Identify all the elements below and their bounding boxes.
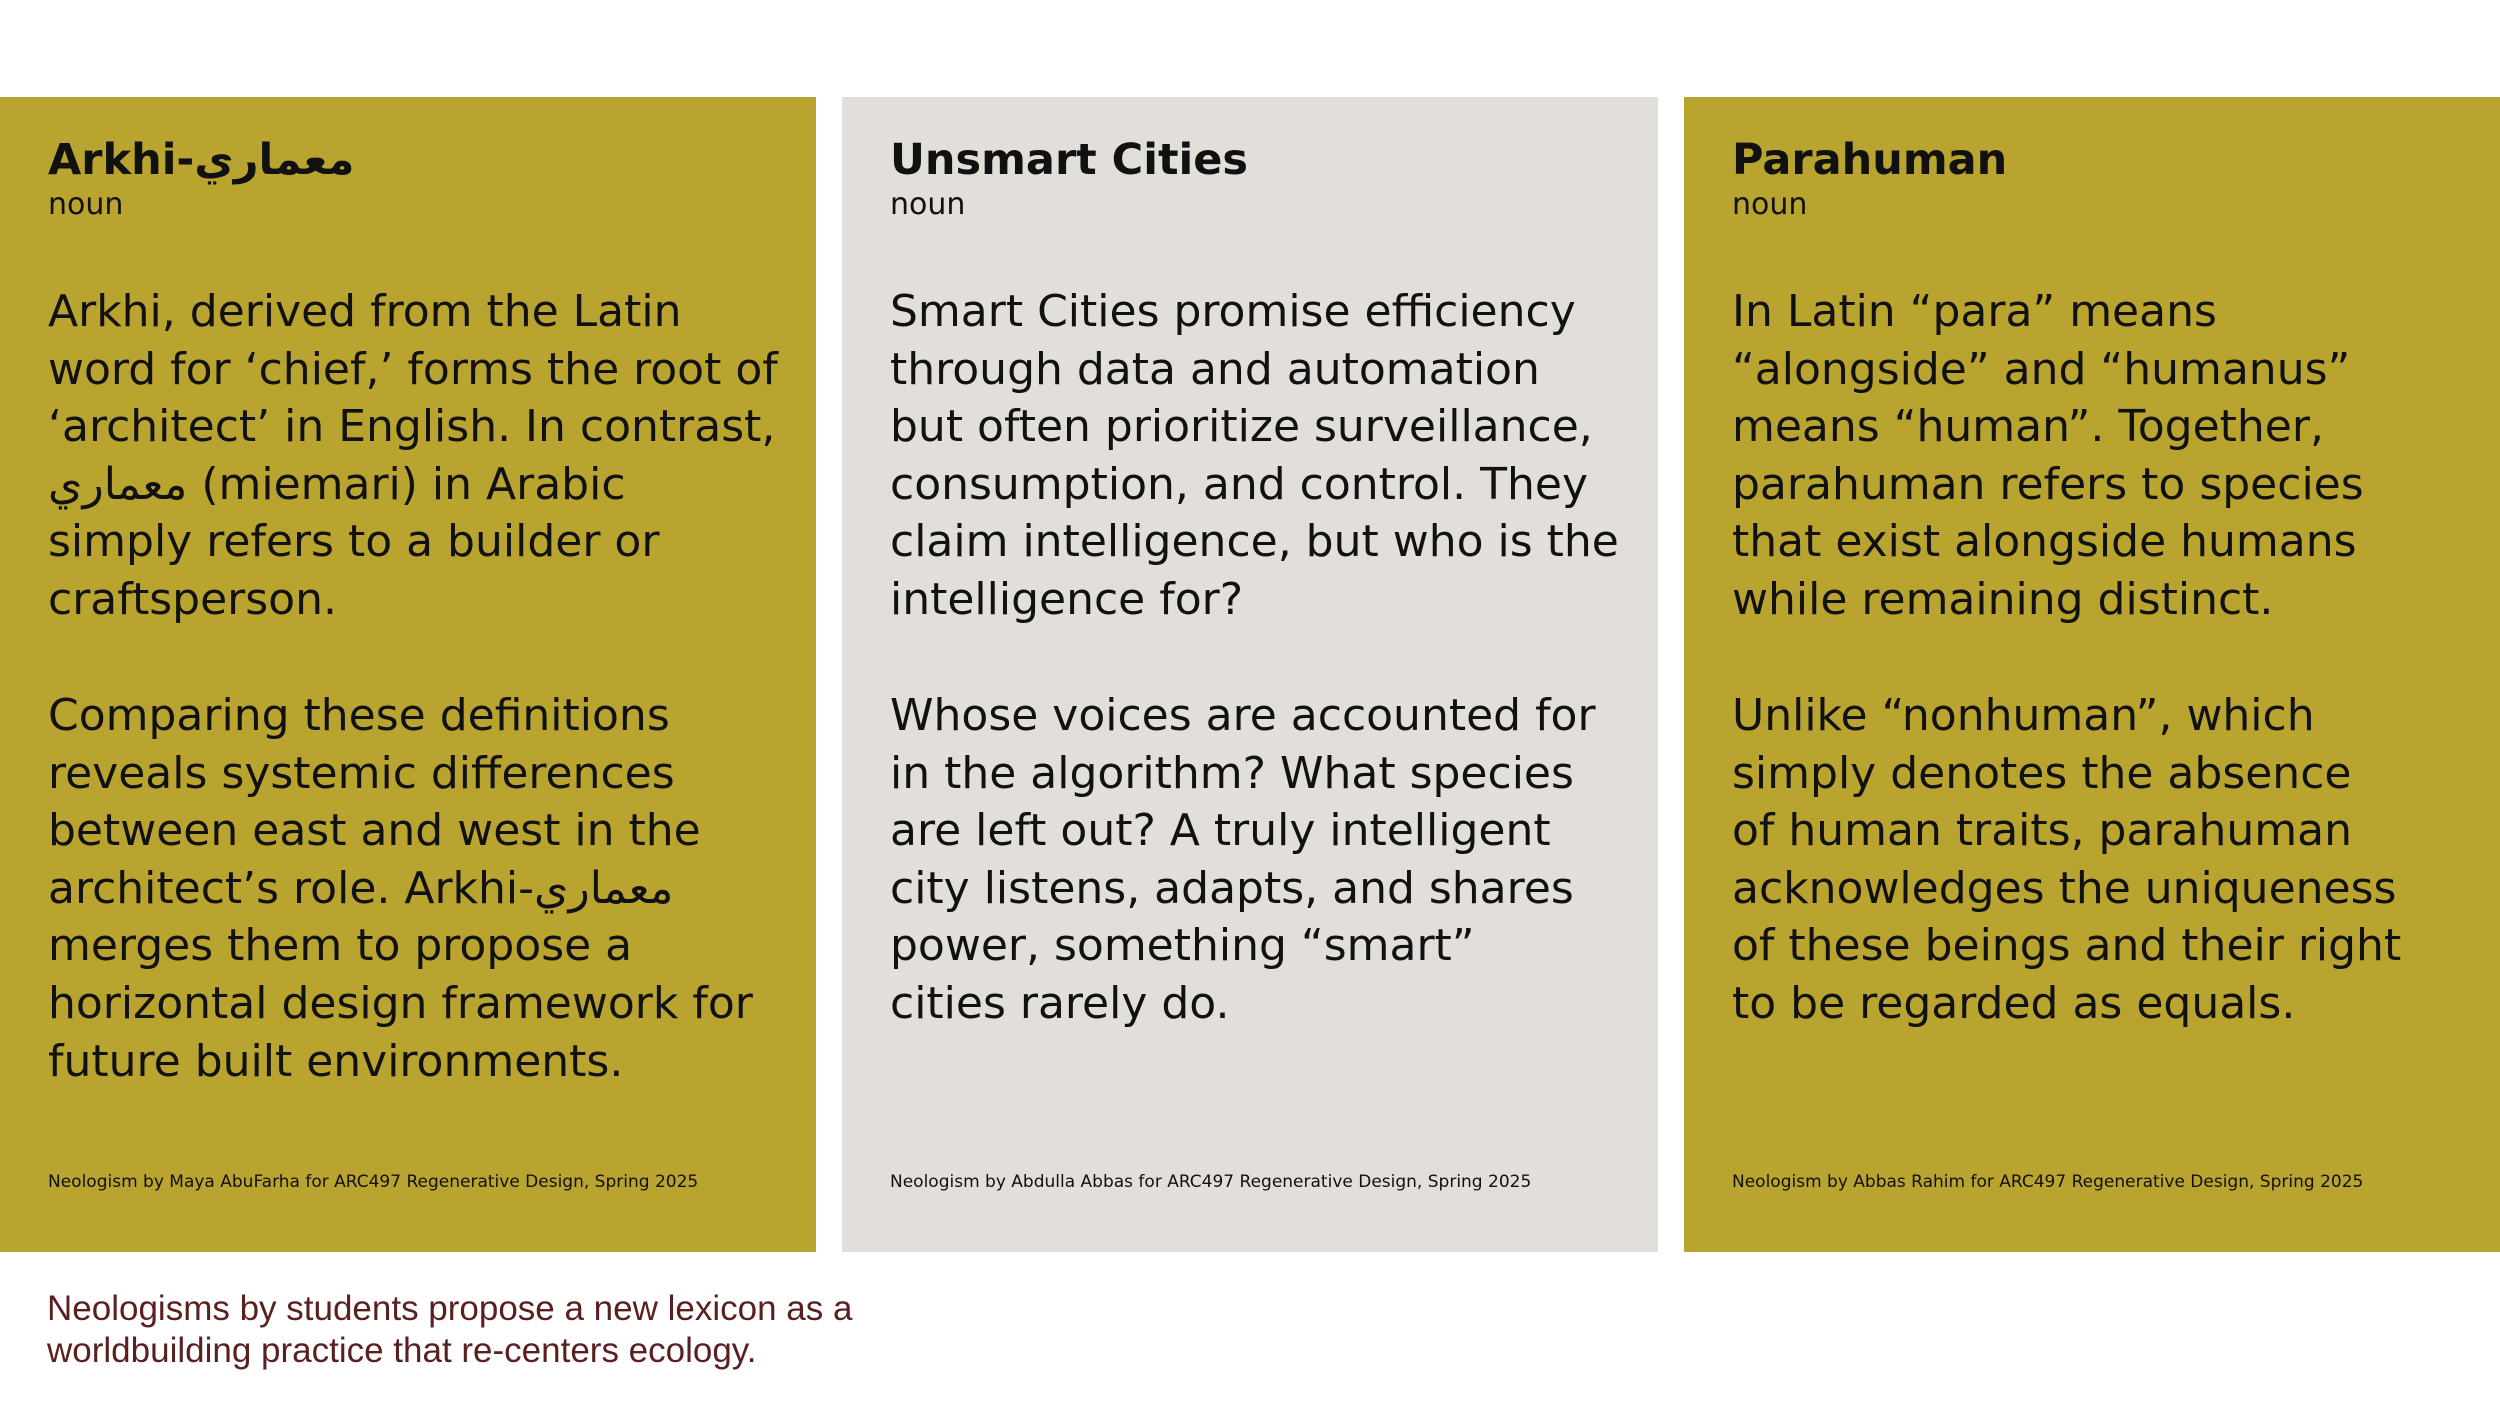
definition-paragraph-1: Arkhi, derived from the Latin word for ‘chief,’ forms the root of ‘architect’ in English. In contrast, معماري (miemari) in Arabic simply refers to a builder or craftsperson. — [48, 286, 778, 625]
slide-caption: Neologisms by students propose a new lexicon as a worldbuilding practice that re-centers ecology. — [47, 1289, 853, 1370]
author-credit: Neologism by Abdulla Abbas for ARC497 Regenerative Design, Spring 2025 — [890, 1172, 1532, 1192]
definition-paragraph-2: Unlike “nonhuman”, which simply denotes the absence of human traits, parahuman acknowledges the uniqueness of these beings and their right to be regarded as equals. — [1732, 690, 2402, 1029]
definition-paragraph-2: Whose voices are accounted for in the algorithm? What species are left out? A truly intelligent city listens, adapts, and shares power, something “smart” cities rarely do. — [890, 690, 1596, 1029]
definition-paragraph-1: In Latin “para” means “alongside” and “humanus” means “human”. Together, parahuman refers to species that exist alongside humans while remaining distinct. — [1732, 286, 2364, 625]
definition-paragraph-2: Comparing these definitions reveals systemic differences between east and west in the architect’s role. Arkhi-معماري merges them to propose a horizontal design framework for future built environments. — [48, 690, 753, 1087]
author-credit: Neologism by Abbas Rahim for ARC497 Regenerative Design, Spring 2025 — [1732, 1172, 2364, 1192]
term-title: Unsmart Cities — [890, 135, 1249, 185]
neologism-card-unsmart-cities — [842, 97, 1658, 1252]
part-of-speech: noun — [1732, 187, 1808, 222]
part-of-speech: noun — [48, 187, 124, 222]
term-title: Parahuman — [1732, 135, 2008, 185]
neologism-card-parahuman — [1684, 97, 2500, 1252]
definition-paragraph-1: Smart Cities promise efficiency through data and automation but often prioritize surveillance, consumption, and control. They claim intelligence, but who is the intelligence for? — [890, 286, 1619, 625]
neologism-card-arkhi — [0, 97, 816, 1252]
author-credit: Neologism by Maya AbuFarha for ARC497 Regenerative Design, Spring 2025 — [48, 1172, 699, 1192]
term-title: Arkhi-معماري — [48, 135, 355, 185]
part-of-speech: noun — [890, 187, 966, 222]
